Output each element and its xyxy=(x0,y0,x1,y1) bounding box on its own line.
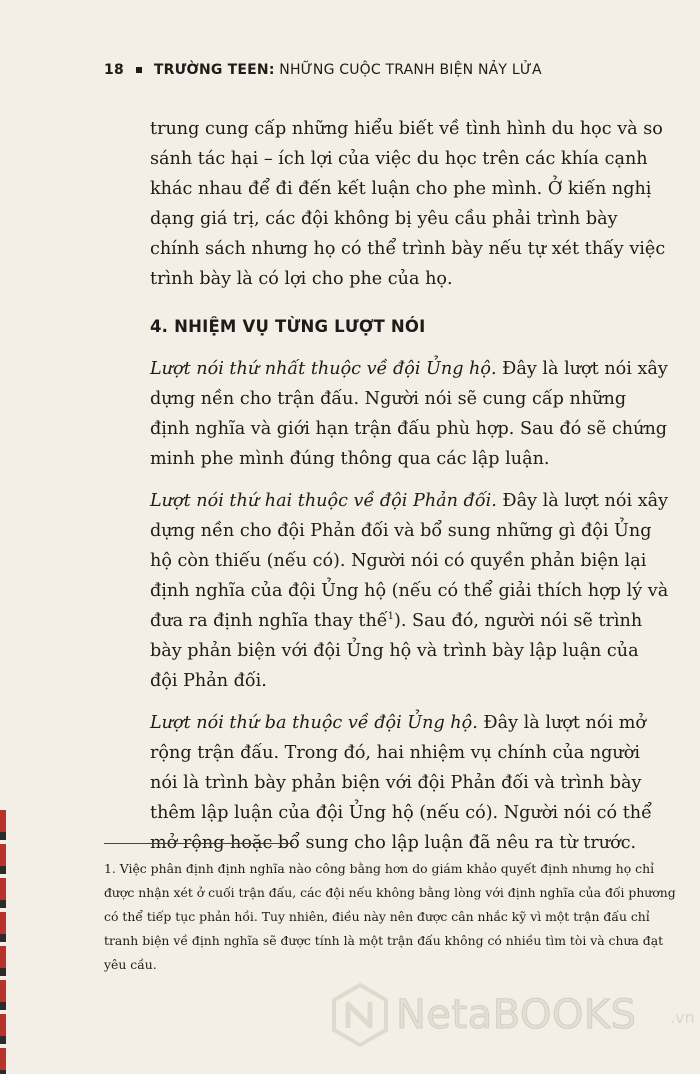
footnote-text: 1. Việc phân định định nghĩa nào công bằng hơn do giám khảo quyết định nhưng họ chỉ được nhận xét ở cuối trận đấu, các đội nếu không bằng lòng với định nghĩa của đối phương có thể tiếp tục phản hồi. Tuy nhiên, điều này nên được cân nhắc kỹ vì một trận đấu chỉ tranh biện về định nghĩa sẽ được tính là một trận đấu không có nhiều tìm tòi và chưa đạt yêu cầu. xyxy=(104,861,676,972)
watermark-tld: .vn xyxy=(670,1008,695,1027)
running-header xyxy=(104,62,542,78)
netabooks-logo-icon xyxy=(330,982,390,1048)
series-name: TRƯỜNG TEEN: xyxy=(153,62,275,78)
watermark xyxy=(330,982,695,1052)
paragraph-text: Đây là lượt nói xây dựng nền cho đội Phản đối và bổ sung những gì đội Ủng hộ còn thiếu (nếu có). Người nói có quyền phản biện lại định nghĩa của đội Ủng hộ (nếu có thể giải thích hợp lý và đưa ra định nghĩa thay thế xyxy=(150,491,669,631)
paragraph xyxy=(150,708,670,858)
paragraph xyxy=(150,354,670,474)
paragraph-text: Đây là lượt nói mở rộng trận đấu. Trong đó, hai nhiệm vụ chính của người nói là trình bày phản biện với đội Phản đối và trình bày thêm lập luận của đội Ủng hộ (nếu có). Người nói có thể mở rộng hoặc bổ sung cho lập luận đã nêu ra từ trước. xyxy=(150,713,652,853)
paragraph-text: ). Sau đó, người nói sẽ trình bày phản biện với đội Ủng hộ và trình bày lập luận của đội Phản đối. xyxy=(150,611,643,691)
section-heading: 4. NHIỆM VỤ TỪNG LƯỢT NÓI xyxy=(150,317,426,336)
footnote xyxy=(104,857,684,977)
footnote-divider xyxy=(104,843,294,844)
paragraph xyxy=(150,486,670,696)
paragraph: trung cung cấp những hiểu biết về tình hình du học và so sánh tác hại – ích lợi của việc du học trên các khía cạnh khác nhau để đi đến kết luận cho phe mình. Ở kiến nghị dạng giá trị, các đội không bị yêu cầu phải trình bày chính sách nhưng họ có thể trình bày nếu tự xét thấy việc trình bày là có lợi cho phe của họ. xyxy=(150,119,666,289)
header-separator-square xyxy=(136,67,142,73)
footnote-ref[interactable]: 1 xyxy=(387,611,394,623)
paragraph-text: Đây là lượt nói xây dựng nền cho trận đấu. Người nói sẽ cung cấp những định nghĩa và giới hạn trận đấu phù hợp. Sau đó sẽ chứng minh phe mình đúng thông qua các lập luận. xyxy=(150,359,668,469)
paragraph-lead: Lượt nói thứ ba thuộc về đội Ủng hộ. xyxy=(150,713,478,733)
body-text xyxy=(150,114,670,870)
watermark-brand: NetaBOOKS xyxy=(396,992,637,1038)
header-title: NHỮNG CUỘC TRANH BIỆN NẢY LỬA xyxy=(279,62,542,78)
book-edge-stripe xyxy=(0,810,6,1074)
page-number: 18 xyxy=(104,62,124,78)
paragraph-lead: Lượt nói thứ hai thuộc về đội Phản đối. xyxy=(150,491,497,511)
paragraph-lead: Lượt nói thứ nhất thuộc về đội Ủng hộ. xyxy=(150,359,497,379)
